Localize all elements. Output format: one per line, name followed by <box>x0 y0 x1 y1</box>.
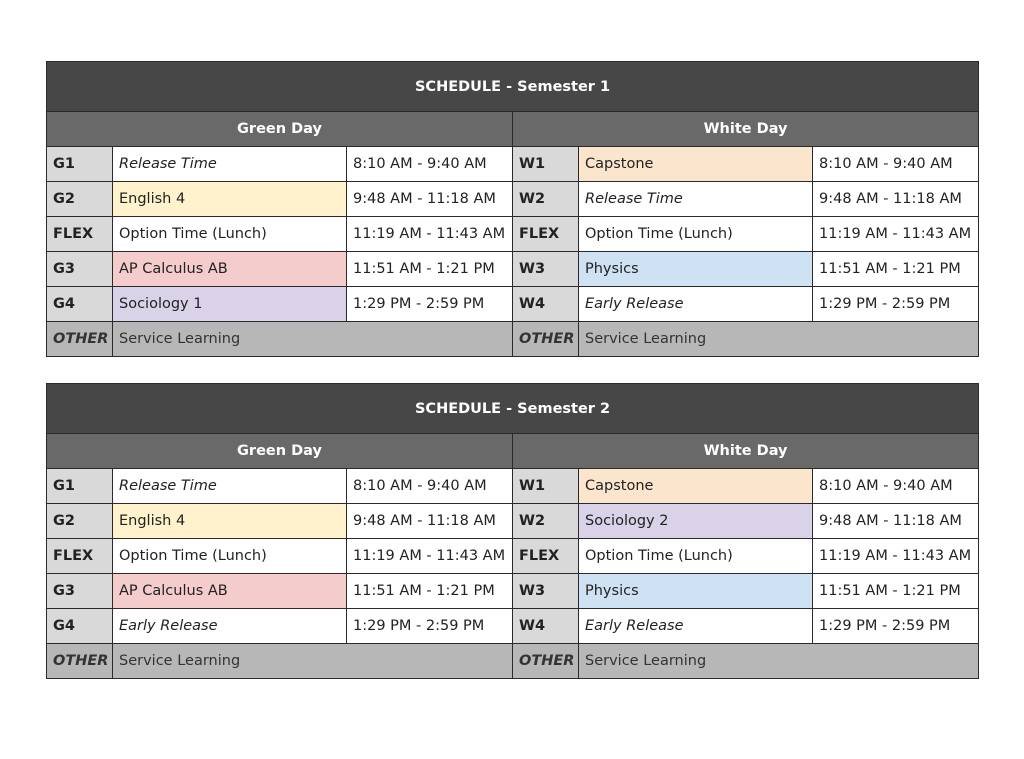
time-cell: 11:19 AM - 11:43 AM <box>813 217 979 252</box>
period-code: G4 <box>47 287 113 322</box>
time-cell: 11:51 AM - 1:21 PM <box>813 252 979 287</box>
green-day-header: Green Day <box>47 434 513 469</box>
schedule-row <box>47 182 979 217</box>
period-code: G1 <box>47 469 113 504</box>
schedule-row <box>47 217 979 252</box>
class-cell: Early Release <box>579 287 813 322</box>
schedule-title: SCHEDULE - Semester 2 <box>47 384 979 434</box>
time-cell: 1:29 PM - 2:59 PM <box>813 609 979 644</box>
time-cell: 1:29 PM - 2:59 PM <box>813 287 979 322</box>
time-cell: 8:10 AM - 9:40 AM <box>813 147 979 182</box>
period-code: G3 <box>47 574 113 609</box>
period-code: FLEX <box>513 217 579 252</box>
time-cell: 1:29 PM - 2:59 PM <box>347 609 513 644</box>
time-cell: 1:29 PM - 2:59 PM <box>347 287 513 322</box>
class-cell: Physics <box>579 252 813 287</box>
time-cell: 9:48 AM - 11:18 AM <box>347 182 513 217</box>
time-cell: 9:48 AM - 11:18 AM <box>347 504 513 539</box>
time-cell: 11:19 AM - 11:43 AM <box>347 217 513 252</box>
schedule-title: SCHEDULE - Semester 1 <box>47 62 979 112</box>
schedule-row <box>47 252 979 287</box>
white-day-header: White Day <box>513 434 979 469</box>
time-cell: 9:48 AM - 11:18 AM <box>813 504 979 539</box>
class-cell: Option Time (Lunch) <box>113 539 347 574</box>
class-cell: AP Calculus AB <box>113 252 347 287</box>
white-day-header: White Day <box>513 112 979 147</box>
class-cell: English 4 <box>113 182 347 217</box>
class-cell: Physics <box>579 574 813 609</box>
schedule-row <box>47 287 979 322</box>
schedule-table-semester-2 <box>46 383 979 679</box>
period-code: W1 <box>513 469 579 504</box>
period-code: G2 <box>47 182 113 217</box>
time-cell: 8:10 AM - 9:40 AM <box>347 147 513 182</box>
period-code: G1 <box>47 147 113 182</box>
time-cell: 8:10 AM - 9:40 AM <box>347 469 513 504</box>
class-cell: Sociology 1 <box>113 287 347 322</box>
period-code: W4 <box>513 287 579 322</box>
green-day-header: Green Day <box>47 112 513 147</box>
class-cell: Release Time <box>113 147 347 182</box>
schedule-row <box>47 469 979 504</box>
schedule-row <box>47 504 979 539</box>
other-row <box>47 322 979 357</box>
time-cell: 11:51 AM - 1:21 PM <box>813 574 979 609</box>
class-cell: English 4 <box>113 504 347 539</box>
other-row <box>47 644 979 679</box>
other-class-cell: Service Learning <box>113 322 513 357</box>
class-cell: Option Time (Lunch) <box>113 217 347 252</box>
period-code: W2 <box>513 504 579 539</box>
time-cell: 11:19 AM - 11:43 AM <box>347 539 513 574</box>
other-class-cell: Service Learning <box>579 644 979 679</box>
period-code: W2 <box>513 182 579 217</box>
period-code: G3 <box>47 252 113 287</box>
class-cell: Early Release <box>113 609 347 644</box>
schedule-row <box>47 539 979 574</box>
period-code: G2 <box>47 504 113 539</box>
time-cell: 11:51 AM - 1:21 PM <box>347 574 513 609</box>
period-code: OTHER <box>513 644 579 679</box>
period-code: OTHER <box>47 644 113 679</box>
period-code: G4 <box>47 609 113 644</box>
class-cell: Capstone <box>579 469 813 504</box>
period-code: FLEX <box>47 217 113 252</box>
period-code: FLEX <box>513 539 579 574</box>
time-cell: 8:10 AM - 9:40 AM <box>813 469 979 504</box>
class-cell: Early Release <box>579 609 813 644</box>
schedule-row <box>47 609 979 644</box>
period-code: W3 <box>513 574 579 609</box>
period-code: FLEX <box>47 539 113 574</box>
class-cell: Release Time <box>579 182 813 217</box>
class-cell: Capstone <box>579 147 813 182</box>
time-cell: 11:51 AM - 1:21 PM <box>347 252 513 287</box>
period-code: W3 <box>513 252 579 287</box>
period-code: OTHER <box>513 322 579 357</box>
class-cell: Option Time (Lunch) <box>579 539 813 574</box>
class-cell: Sociology 2 <box>579 504 813 539</box>
time-cell: 9:48 AM - 11:18 AM <box>813 182 979 217</box>
other-class-cell: Service Learning <box>113 644 513 679</box>
time-cell: 11:19 AM - 11:43 AM <box>813 539 979 574</box>
class-cell: Option Time (Lunch) <box>579 217 813 252</box>
schedule-row <box>47 574 979 609</box>
class-cell: Release Time <box>113 469 347 504</box>
period-code: W1 <box>513 147 579 182</box>
period-code: OTHER <box>47 322 113 357</box>
other-class-cell: Service Learning <box>579 322 979 357</box>
schedule-table-semester-1 <box>46 61 979 357</box>
schedule-row <box>47 147 979 182</box>
period-code: W4 <box>513 609 579 644</box>
class-cell: AP Calculus AB <box>113 574 347 609</box>
